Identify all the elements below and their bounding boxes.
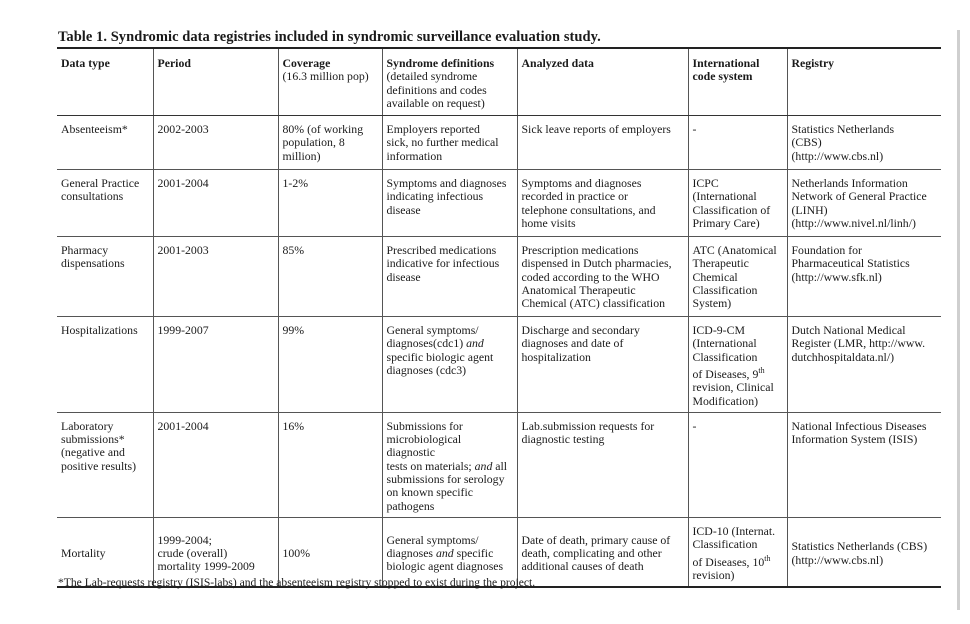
page-edge-divider — [957, 30, 960, 610]
cell-period: 2001-2004 — [153, 170, 278, 237]
cell-period: 2002-2003 — [153, 116, 278, 170]
header-analyzed-data: Analyzed data — [517, 48, 688, 116]
cell-data-type: Absenteeism* — [57, 116, 153, 170]
cell-coverage: 100% — [278, 517, 382, 587]
cell-syndrome: Submissions for microbiological diagnostic tests on materials; and all submissions for serology on known specific pathogens — [382, 412, 517, 517]
cell-intl-code: ICD-10 (Internat. Classification of Diseases, 10th revision) — [688, 517, 787, 587]
table-row — [57, 317, 941, 413]
cell-intl-code: ICD-9-CM (International Classification of Diseases, 9th revision, Clinical Modification) — [688, 317, 787, 413]
cell-analyzed: Discharge and secondary diagnoses and date of hospitalization — [517, 317, 688, 413]
table-row — [57, 412, 941, 517]
cell-registry: Netherlands Information Network of General Practice (LINH) (http://www.nivel.nl/linh/) — [787, 170, 941, 237]
cell-period: 1999-2007 — [153, 317, 278, 413]
cell-coverage: 85% — [278, 237, 382, 317]
cell-data-type: Pharmacy dispensations — [57, 237, 153, 317]
cell-intl-code: ICPC (International Classification of Primary Care) — [688, 170, 787, 237]
table-row — [57, 170, 941, 237]
cell-syndrome: General symptoms/ diagnoses(cdc1) and specific biologic agent diagnoses (cdc3) — [382, 317, 517, 413]
header-syndrome-sub: (detailed syndrome definitions and codes available on request) — [386, 69, 487, 110]
cell-data-type: Hospitalizations — [57, 317, 153, 413]
header-coverage: Coverage (16.3 million pop) — [278, 48, 382, 116]
table-footnote: *The Lab-requests registry (ISIS-labs) and the absenteeism registry stopped to exist during the project. — [58, 576, 536, 589]
cell-data-type: Laboratory submissions* (negative and positive results) — [57, 412, 153, 517]
table-row — [57, 116, 941, 170]
cell-coverage: 1-2% — [278, 170, 382, 237]
cell-period: 2001-2003 — [153, 237, 278, 317]
cell-intl-code: - — [688, 412, 787, 517]
registries-table — [57, 47, 941, 588]
header-registry: Registry — [787, 48, 941, 116]
cell-analyzed: Date of death, primary cause of death, complicating and other additional causes of death — [517, 517, 688, 587]
table-header-row — [57, 48, 941, 116]
table-row — [57, 237, 941, 317]
cell-data-type: General Practice consultations — [57, 170, 153, 237]
cell-analyzed: Prescription medications dispensed in Dutch pharmacies, coded according to the WHO Anatomical Therapeutic Chemical (ATC) classification — [517, 237, 688, 317]
emphasis-and: and — [435, 545, 454, 560]
header-period: Period — [153, 48, 278, 116]
header-coverage-sub: (16.3 million pop) — [282, 69, 369, 84]
table-caption: Table 1. Syndromic data registries included in syndromic surveillance evaluation study. — [58, 29, 601, 45]
cell-syndrome: Employers reported sick, no further medical information — [382, 116, 517, 170]
cell-coverage: 80% (of working population, 8 million) — [278, 116, 382, 170]
cell-intl-code: ATC (Anatomical Therapeutic Chemical Classification System) — [688, 237, 787, 317]
cell-registry: Statistics Netherlands (CBS) (http://www.cbs.nl) — [787, 517, 941, 587]
cell-registry: Foundation for Pharmaceutical Statistics (http://www.sfk.nl) — [787, 237, 941, 317]
cell-registry: Dutch National Medical Register (LMR, http://www. dutchhospitaldata.nl/) — [787, 317, 941, 413]
superscript-th: th — [758, 366, 765, 376]
header-data-type: Data type — [57, 48, 153, 116]
cell-coverage: 16% — [278, 412, 382, 517]
cell-syndrome: Prescribed medications indicative for infectious disease — [382, 237, 517, 317]
cell-analyzed: Sick leave reports of employers — [517, 116, 688, 170]
cell-coverage: 99% — [278, 317, 382, 413]
header-international-code-system: International code system — [688, 48, 787, 116]
cell-registry: National Infectious Diseases Information System (ISIS) — [787, 412, 941, 517]
cell-data-type: Mortality — [57, 517, 153, 587]
cell-registry: Statistics Netherlands (CBS) (http://www.cbs.nl) — [787, 116, 941, 170]
header-syndrome-definitions: Syndrome definitions (detailed syndrome definitions and codes available on request) — [382, 48, 517, 116]
cell-syndrome: Symptoms and diagnoses indicating infectious disease — [382, 170, 517, 237]
emphasis-and: and — [466, 336, 484, 351]
cell-syndrome: General symptoms/ diagnoses and specific biologic agent diagnoses — [382, 517, 517, 587]
cell-analyzed: Lab.submission requests for diagnostic testing — [517, 412, 688, 517]
emphasis-and: and — [474, 458, 493, 473]
cell-period: 1999-2004; crude (overall) mortality 1999-2009 — [153, 517, 278, 587]
cell-analyzed: Symptoms and diagnoses recorded in practice or telephone consultations, and home visits — [517, 170, 688, 237]
superscript-th: th — [764, 553, 771, 563]
cell-period: 2001-2004 — [153, 412, 278, 517]
cell-intl-code: - — [688, 116, 787, 170]
